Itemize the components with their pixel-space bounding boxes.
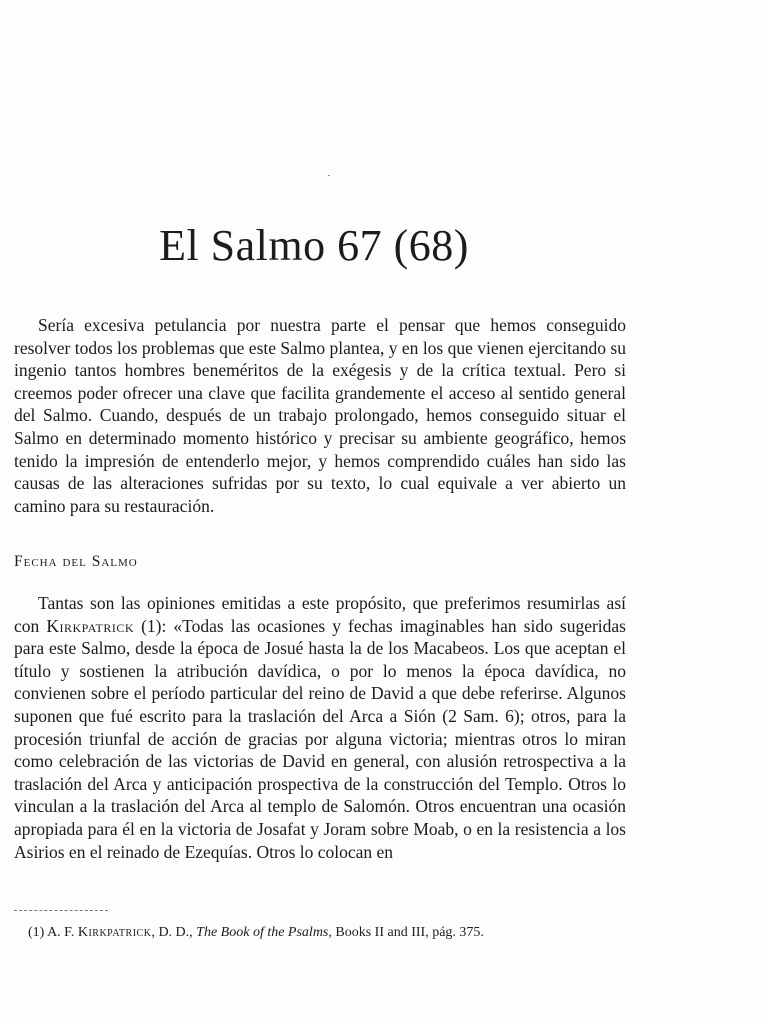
author-name: Kirkpatrick	[46, 615, 135, 636]
paragraph-text-rest: (1): «Todas las ocasiones y fechas imaginables han sido sugeridas para este Salmo, desde la época de Josué hasta la de los Macabeos. Los que aceptan el título y sostienen la atribución davídica, o por lo menos la época davídica, no convienen sobre el período particular del reino de David a que debe referirse. Algunos suponen que fué escrito para la traslación del Arca a Sión (2 Sam. 6); otros, para la procesión triunfal de acción de gracias por alguna victoria; mientras otros lo miran como celebración de las victorias de David en general, con alusión retrospectiva a la traslación del Arca y anticipación prospectiva de la construcción del Templo. Otros lo vinculan a la traslación del Arca al templo de Salomón. Otros encuentran una ocasión apropiada para él en la victoria de Josafat y Joram sobre Moab, o en la resistencia a los Asirios en el reinado de Ezequías. Otros lo colocan en	[14, 615, 626, 862]
footnote-divider	[14, 910, 108, 911]
paragraph-text-start: Tantas son las opiniones emitidas a este propósito, que preferimos resumirlas así con	[14, 593, 626, 636]
intro-paragraph: Sería excesiva petulancia por nuestra parte el pensar que hemos conseguido resolver todos los problemas que este Salmo plantea, y en los que vienen ejercitando su ingenio tantos hombres beneméritos de la exégesis y de la crítica textual. Pero si creemos poder ofrecer una clave que facilita grandemente el acceso al sentido general del Salmo. Cuando, después de un trabajo prolongado, hemos conseguido situar el Salmo en determinado momento histórico y precisar su ambiente geográfico, hemos tenido la impresión de entenderlo mejor, y hemos comprendido cuáles han sido las causas de las alteraciones sufridas por su texto, lo cual equivale a ver abierto un camino para su restauración.	[14, 315, 626, 516]
section-heading: Fecha del Salmo	[14, 553, 138, 570]
footnote-degree: , D. D.,	[151, 925, 193, 940]
footnote	[14, 924, 626, 942]
footnote-reference: Books II and III, pág. 375.	[335, 925, 484, 940]
page-speck	[328, 175, 330, 176]
footnote-author: Kirkpatrick	[77, 925, 152, 940]
footnote-book-title: The Book of the Psalms,	[196, 925, 332, 940]
date-paragraph	[14, 592, 626, 863]
footnote-initials: A. F.	[47, 925, 75, 940]
footnote-marker: (1)	[28, 925, 45, 940]
page-title: El Salmo 67 (68)	[159, 221, 469, 270]
